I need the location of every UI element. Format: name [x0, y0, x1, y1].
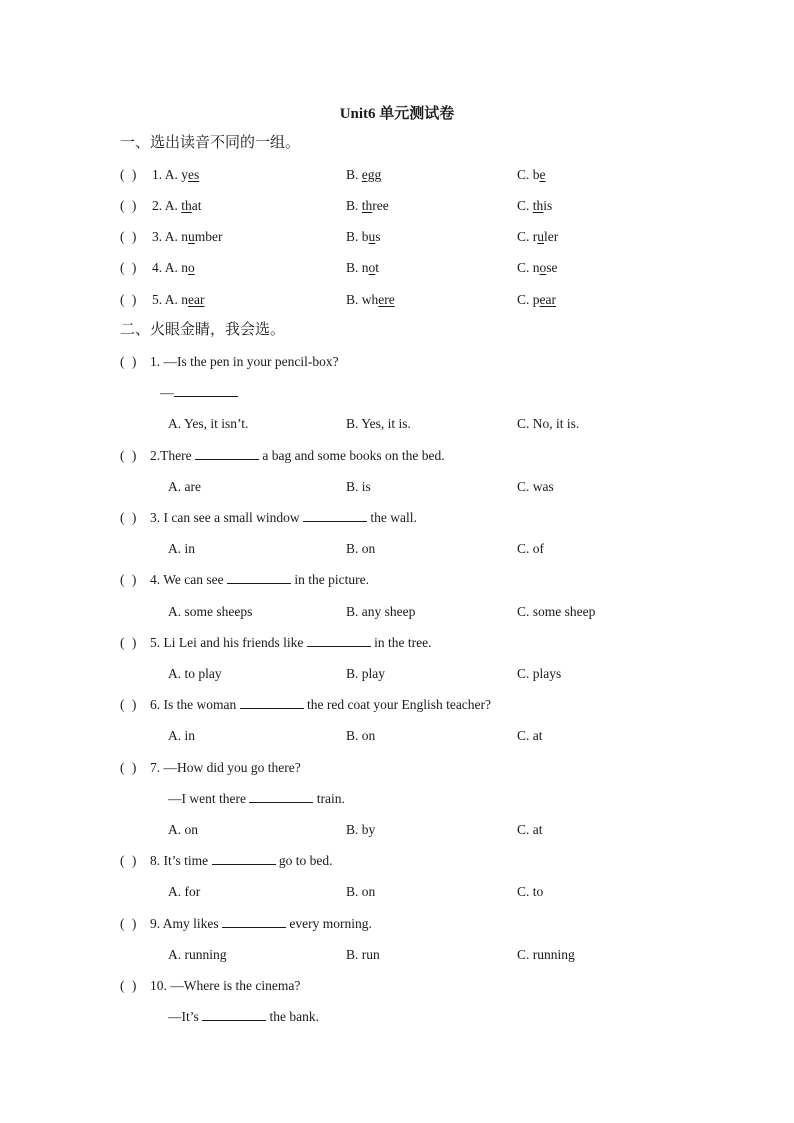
answer-paren[interactable]: ( ) [120, 916, 139, 931]
question-10-answer-line: —It’s the bank. [0, 1006, 794, 1028]
question-2-options [0, 476, 794, 498]
question-10: ( ) 10. —Where is the cinema? [0, 975, 794, 997]
option-a[interactable]: A. for [168, 884, 201, 899]
option-c[interactable]: C. was [517, 479, 554, 494]
option-b[interactable]: B. on [346, 728, 376, 743]
question-9-options [0, 944, 794, 966]
section1-row-5: ( ) 5. A. near B. where C. pear [0, 289, 794, 311]
question-7: ( ) 7. —How did you go there? [0, 757, 794, 779]
option-c[interactable]: C. No, it is. [517, 416, 580, 431]
question-3-options [0, 538, 794, 560]
option-b[interactable]: B. is [346, 479, 371, 494]
answer-paren[interactable]: ( ) [120, 167, 139, 182]
answer-blank[interactable] [303, 507, 367, 522]
question-1: ( ) 1. —Is the pen in your pencil-box? [0, 351, 794, 373]
question-2: ( ) 2.There a bag and some books on the bed. [0, 445, 794, 467]
option-a[interactable]: A. on [168, 822, 198, 837]
question-5: ( ) 5. Li Lei and his friends like in the tree. [0, 632, 794, 654]
section1-row-2: ( ) 2. A. that B. three C. this [0, 195, 794, 217]
option-b[interactable]: B. play [346, 666, 385, 681]
option-c[interactable]: C. to [517, 884, 544, 899]
option-c[interactable]: C. at [517, 728, 543, 743]
option-c[interactable]: C. of [517, 541, 544, 556]
answer-paren[interactable]: ( ) [120, 760, 139, 775]
option-a[interactable]: A. in [168, 728, 195, 743]
answer-blank[interactable] [174, 382, 238, 397]
option-b[interactable]: B. on [346, 884, 376, 899]
question-1-answer-line: — [0, 382, 794, 404]
option-a[interactable]: A. are [168, 479, 201, 494]
option-b[interactable]: B. Yes, it is. [346, 416, 411, 431]
question-3: ( ) 3. I can see a small window the wall. [0, 507, 794, 529]
question-7-options [0, 819, 794, 841]
page-title: Unit6 单元测试卷 [339, 106, 455, 122]
answer-paren[interactable]: ( ) [120, 292, 139, 307]
question-6: ( ) 6. Is the woman the red coat your English teacher? [0, 694, 794, 716]
answer-blank[interactable] [212, 850, 276, 865]
option-b[interactable]: B. run [346, 947, 380, 962]
answer-blank[interactable] [307, 632, 371, 647]
section1-row-1: ( ) 1. A. yes B. egg C. be [0, 164, 794, 186]
question-7-answer-line: —I went there train. [0, 788, 794, 810]
question-4-options [0, 601, 794, 623]
answer-blank[interactable] [227, 569, 291, 584]
section2-heading: 二、火眼金睛，我会选。 [120, 322, 286, 338]
option-b[interactable]: B. on [346, 541, 376, 556]
answer-paren[interactable]: ( ) [120, 978, 139, 993]
answer-blank[interactable] [240, 694, 304, 709]
answer-paren[interactable]: ( ) [120, 448, 139, 463]
option-c[interactable]: C. at [517, 822, 543, 837]
answer-paren[interactable]: ( ) [120, 853, 139, 868]
option-a[interactable]: A. some sheeps [168, 604, 253, 619]
answer-paren[interactable]: ( ) [120, 229, 139, 244]
question-1-options [0, 413, 794, 435]
answer-paren[interactable]: ( ) [120, 572, 139, 587]
option-c[interactable]: C. plays [517, 666, 562, 681]
question-8: ( ) 8. It’s time go to bed. [0, 850, 794, 872]
option-a[interactable]: A. running [168, 947, 227, 962]
answer-blank[interactable] [222, 913, 286, 928]
option-a[interactable]: A. Yes, it isn’t. [168, 416, 249, 431]
answer-blank[interactable] [202, 1006, 266, 1021]
answer-paren[interactable]: ( ) [120, 510, 139, 525]
section1-row-3: ( ) 3. A. number B. bus C. ruler [0, 226, 794, 248]
option-c[interactable]: C. some sheep [517, 604, 596, 619]
section1-heading: 一、选出读音不同的一组。 [120, 135, 301, 151]
question-6-options [0, 725, 794, 747]
answer-blank[interactable] [249, 788, 313, 803]
option-a[interactable]: A. to play [168, 666, 222, 681]
option-c[interactable]: C. running [517, 947, 575, 962]
question-8-options [0, 881, 794, 903]
section1-row-4: ( ) 4. A. no B. not C. nose [0, 257, 794, 279]
question-9: ( ) 9. Amy likes every morning. [0, 913, 794, 935]
option-a[interactable]: A. in [168, 541, 195, 556]
answer-blank[interactable] [195, 445, 259, 460]
option-b[interactable]: B. any sheep [346, 604, 416, 619]
option-b[interactable]: B. by [346, 822, 376, 837]
question-4: ( ) 4. We can see in the picture. [0, 569, 794, 591]
answer-paren[interactable]: ( ) [120, 354, 139, 369]
answer-paren[interactable]: ( ) [120, 260, 139, 275]
answer-paren[interactable]: ( ) [120, 697, 139, 712]
question-5-options [0, 663, 794, 685]
answer-paren[interactable]: ( ) [120, 198, 139, 213]
answer-paren[interactable]: ( ) [120, 635, 139, 650]
